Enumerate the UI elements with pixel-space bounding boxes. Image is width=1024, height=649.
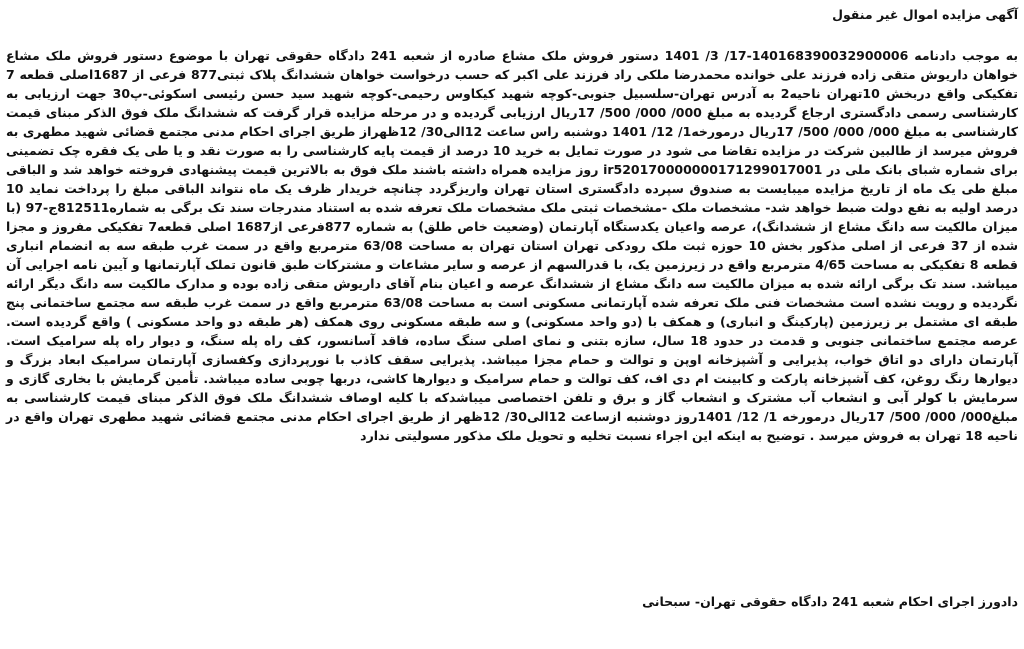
body-paragraph: به موجب دادنامه 140168390032900006-17/ 3/ 1401 دستور فروش ملک مشاع صادره از شعبه 241 دادگاه حقوقی تهران با موضوع دستور فروش ملک مشاع خواهان داریوش متقی زاده فرزند علی خوانده محمدرضا ملکی راد فرزند علی اکبر که حسب درخواست خواهان ششدانگ پلاک ثبتی877 فرعی از 1687اصلی قطعه 7 تفکیکی واقع دربخش 10تهران ناحیه2 به آدرس تهران-سلسبیل جنوبی-کوچه شهید کیکاوس رحیمی-کوچه شهید سید حسن رئیسی اسکوئی-پ30 جهت ارزیابی به کارشناسی رسمی دادگستری ارجاع گردیده به مبلغ 000/ 000/ 500/ 17ریال ارزیابی گردیده و در مرحله مزایده قرار گرفت که ششدانگ ملک فوق الذکر مبنای قیمت کارشناسی به مبلغ 000/ 000/ 500/ 17ریال درمورخه1/ 12/ 1401 دوشنبه راس ساعت 12الی30/ 12ظهراز طریق اجرای احکام مدنی مجتمع قضائی شهید مطهری به فروش میرسد از طالبین شرکت در مزایده تقاضا می شود در صورت تمایل به خرید 10 درصد از قیمت پایه کارشناسی را به صورت نقد و یا طی یک فقره چک تضمینی برای شماره شبای بانک ملی در ir520170000000171299017001 روز مزایده همراه داشته باشند ملک فوق به بالاترین قیمت پیشنهادی فروخته خواهد شد و الباقی مبلغ طی یک ماه از تاریخ مزایده میبایست به صندوق سپرده دادگستری استان تهران واریزگردد چنانچه خریدار ظرف یک ماه نتواند الباقی مبلغ را پرداخت نماید 10 درصد اولیه به نفع دولت ضبط خواهد شد- مشخصات ملک -مشخصات ثبتی ملک مشخصات ملک تعرفه شده به استناد مندرجات سند تک برگی به شماره812511ج-97 (با میزان مالکیت سه دانگ مشاع از ششدانگ)، عرصه واعیان یکدستگاه آپارتمان (وضعیت خاص طلق) به شماره 877فرعی از1687 اصلی قطعه7 تفکیکی مفروز و مجزا شده از 37 فرعی از اصلی مذکور بخش 10 حوزه ثبت ملک رودکی تهران استان تهران به مساحت 63/08 مترمربع واقع در سمت غرب طبقه سه به انضمام انباری قطعه 8 تفکیکی به مساحت 4/65 مترمربع واقع در زیرزمین یک، با قدرالسهم از عرصه و سایر مشاعات و مشترکات طبق قانون تملک آپارتمانها و آیین نامه اجرایی آن میباشد. سند تک برگی ارائه شده به میزان مالکیت سه دانگ مشاع از ششدانگ عرصه و اعیان بنام آقای داریوش متقی زاده بوده و مدارک مالکیت سه دانگ دیگر ارائه نگردیده و رویت نشده است مشخصات فنی ملک تعرفه شده آپارتمانی مسکونی است به مساحت 63/08 مترمربع واقع در سمت غرب طبقه سه مجتمع ساختمانی پنج طبقه ای مشتمل بر زیرزمین (پارکینگ و انباری) و همکف با (دو واحد مسکونی) و سه طبقه مسکونی روی همکف (هر طبقه دو واحد مسکونی ) واقع گردیده است. عرصه مجتمع ساختمانی جنوبی و قدمت در حدود 18 سال، سازه بتنی و نمای اصلی سنگ ساده، فاقد آسانسور، کف راه پله سنگ، و دیوار راه پله سرامیک است. آپارتمان دارای دو اتاق خواب، پذیرایی و آشپزخانه اوپن و توالت و حمام مجزا میباشد. پذیرایی سقف کاذب با نورپردازی وکفسازی آپارتمان سرامیک ابعاد بزرگ و دیوارها رنگ روغن، کف آشپزخانه پارکت و کابینت ام دی اف، کف توالت و حمام سرامیک و دیوارها کاشی، دربها چوبی ساده میباشد. تأمین گرمایش با بخاری گازی و سرمایش با کولر آبی و انشعاب آب مشترک و انشعاب گاز و برق و تلفن اختصاصی میباشدکه با کلیه اوصاف ششدانگ ملک فوق الذکر مبنای قیمت کارشناسی به مبلغ000/ 000/ 500/ 17ریال درمورخه 1/ 12/ 1401روز دوشنبه ازساعت 12الی30/ 12ظهر از طریق اجرای احکام مدنی مجتمع قضائی شهید مطهری تهران واقع در ناحیه 18 تهران به فروش میرسد . توضیح به اینکه این اجراء نسبت تخلیه و تحویل ملک مذکور مسولیتی ندارد <box>6 48 1019 443</box>
document-body <box>6 46 1018 445</box>
document-title: آگهی مزایده اموال غیر منقول <box>832 7 1018 22</box>
signature-line: دادورز اجرای احکام شعبه 241 دادگاه حقوقی تهران- سبحانی <box>642 594 1018 609</box>
